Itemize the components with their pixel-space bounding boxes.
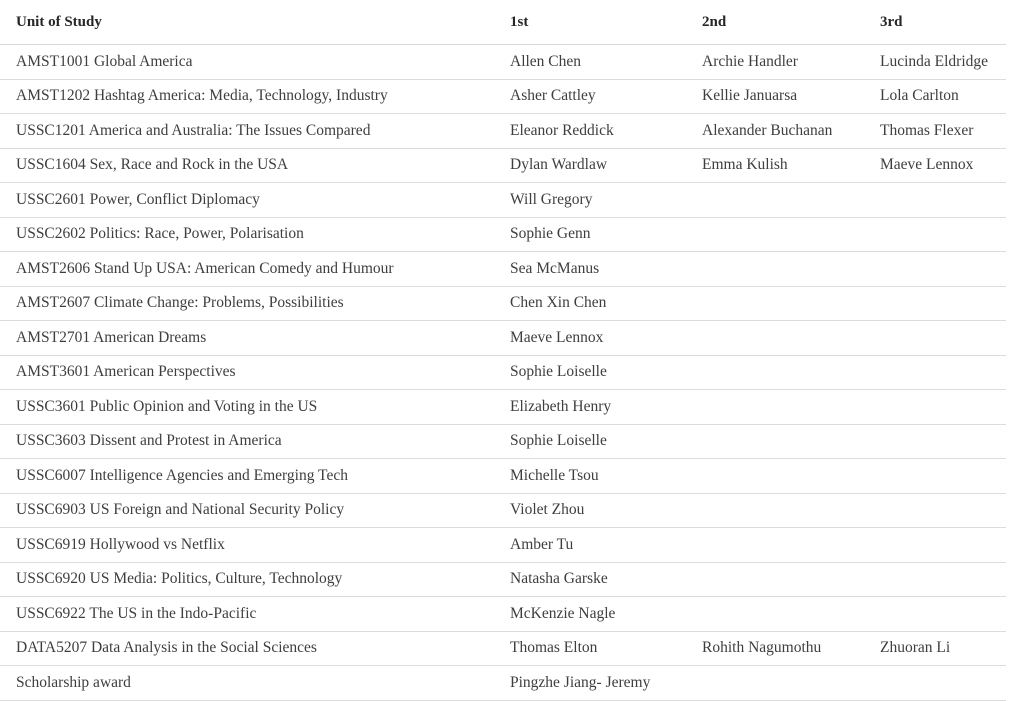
table-cell-second: Archie Handler [686, 45, 864, 80]
table-row [0, 424, 1006, 459]
table-row [0, 45, 1006, 80]
column-header-unit-of-study: Unit of Study [0, 0, 494, 45]
table-cell-third [864, 321, 1006, 356]
table-cell-second: Kellie Januarsa [686, 79, 864, 114]
table-cell-unit: USSC6920 US Media: Politics, Culture, Technology [0, 562, 494, 597]
table-cell-first: Chen Xin Chen [494, 286, 686, 321]
table-cell-unit: Scholarship award [0, 666, 494, 701]
table-cell-second: Emma Kulish [686, 148, 864, 183]
table-row [0, 631, 1006, 666]
table-cell-second [686, 321, 864, 356]
table-cell-third [864, 666, 1006, 701]
column-header-second: 2nd [686, 0, 864, 45]
table-header-row [0, 0, 1006, 45]
table-row [0, 562, 1006, 597]
table-cell-unit: AMST1001 Global America [0, 45, 494, 80]
table-row [0, 666, 1006, 701]
table-cell-unit: AMST2701 American Dreams [0, 321, 494, 356]
table-cell-unit: USSC6903 US Foreign and National Security Policy [0, 493, 494, 528]
table-cell-second: Rohith Nagumothu [686, 631, 864, 666]
table-cell-second [686, 390, 864, 425]
table-cell-third: Lola Carlton [864, 79, 1006, 114]
table-cell-second [686, 493, 864, 528]
table-cell-unit: USSC1201 America and Australia: The Issues Compared [0, 114, 494, 149]
table-cell-second [686, 355, 864, 390]
table-cell-third: Maeve Lennox [864, 148, 1006, 183]
table-cell-first: Allen Chen [494, 45, 686, 80]
table-row [0, 286, 1006, 321]
table-cell-first: Thomas Elton [494, 631, 686, 666]
table-cell-first: Sophie Genn [494, 217, 686, 252]
table-cell-unit: DATA5207 Data Analysis in the Social Sciences [0, 631, 494, 666]
table-cell-third [864, 528, 1006, 563]
column-header-first: 1st [494, 0, 686, 45]
table-cell-unit: AMST2606 Stand Up USA: American Comedy and Humour [0, 252, 494, 287]
table-row [0, 114, 1006, 149]
table-cell-first: Sophie Loiselle [494, 355, 686, 390]
table-cell-third [864, 424, 1006, 459]
table-row [0, 79, 1006, 114]
table-cell-first: Dylan Wardlaw [494, 148, 686, 183]
table-cell-first: McKenzie Nagle [494, 597, 686, 632]
table-cell-second [686, 252, 864, 287]
table-cell-second: Alexander Buchanan [686, 114, 864, 149]
table-cell-first: Amber Tu [494, 528, 686, 563]
table-cell-third [864, 217, 1006, 252]
table-cell-first: Violet Zhou [494, 493, 686, 528]
table-cell-unit: USSC6922 The US in the Indo-Pacific [0, 597, 494, 632]
table-cell-second [686, 459, 864, 494]
table-cell-second [686, 183, 864, 218]
table-cell-unit: USSC3603 Dissent and Protest in America [0, 424, 494, 459]
table-cell-unit: USSC1604 Sex, Race and Rock in the USA [0, 148, 494, 183]
table-cell-third [864, 286, 1006, 321]
table-row [0, 355, 1006, 390]
table-cell-third: Lucinda Eldridge [864, 45, 1006, 80]
table-cell-second [686, 597, 864, 632]
table-row [0, 459, 1006, 494]
table-cell-third [864, 390, 1006, 425]
table-cell-second [686, 286, 864, 321]
table-row [0, 528, 1006, 563]
table-header [0, 0, 1006, 45]
table-cell-unit: USSC6007 Intelligence Agencies and Emerging Tech [0, 459, 494, 494]
table-cell-second [686, 562, 864, 597]
table-cell-first: Asher Cattley [494, 79, 686, 114]
table-row [0, 217, 1006, 252]
table-cell-third [864, 562, 1006, 597]
table-row [0, 252, 1006, 287]
table-cell-first: Sea McManus [494, 252, 686, 287]
table-cell-unit: USSC3601 Public Opinion and Voting in the US [0, 390, 494, 425]
table-cell-unit: AMST2607 Climate Change: Problems, Possibilities [0, 286, 494, 321]
table-cell-third: Thomas Flexer [864, 114, 1006, 149]
table-cell-third [864, 459, 1006, 494]
table-cell-second [686, 666, 864, 701]
table-cell-third: Zhuoran Li [864, 631, 1006, 666]
table-cell-first: Michelle Tsou [494, 459, 686, 494]
table-row [0, 493, 1006, 528]
table-cell-first: Sophie Loiselle [494, 424, 686, 459]
table-row [0, 183, 1006, 218]
table-cell-unit: USSC2602 Politics: Race, Power, Polarisation [0, 217, 494, 252]
table-cell-unit: USSC6919 Hollywood vs Netflix [0, 528, 494, 563]
table-cell-second [686, 217, 864, 252]
table-cell-second [686, 424, 864, 459]
table-cell-third [864, 355, 1006, 390]
table-row [0, 597, 1006, 632]
table-cell-third [864, 493, 1006, 528]
table-cell-first: Eleanor Reddick [494, 114, 686, 149]
table-cell-third [864, 183, 1006, 218]
table-cell-first: Pingzhe Jiang- Jeremy [494, 666, 686, 701]
table-row [0, 321, 1006, 356]
table-cell-third [864, 597, 1006, 632]
table-cell-second [686, 528, 864, 563]
table-cell-unit: AMST1202 Hashtag America: Media, Technology, Industry [0, 79, 494, 114]
table-cell-first: Elizabeth Henry [494, 390, 686, 425]
table-cell-first: Natasha Garske [494, 562, 686, 597]
table-body [0, 45, 1006, 701]
table-cell-unit: USSC2601 Power, Conflict Diplomacy [0, 183, 494, 218]
column-header-third: 3rd [864, 0, 1006, 45]
table-row [0, 390, 1006, 425]
table-cell-third [864, 252, 1006, 287]
table-cell-first: Will Gregory [494, 183, 686, 218]
table-cell-unit: AMST3601 American Perspectives [0, 355, 494, 390]
table-row [0, 148, 1006, 183]
table-cell-first: Maeve Lennox [494, 321, 686, 356]
